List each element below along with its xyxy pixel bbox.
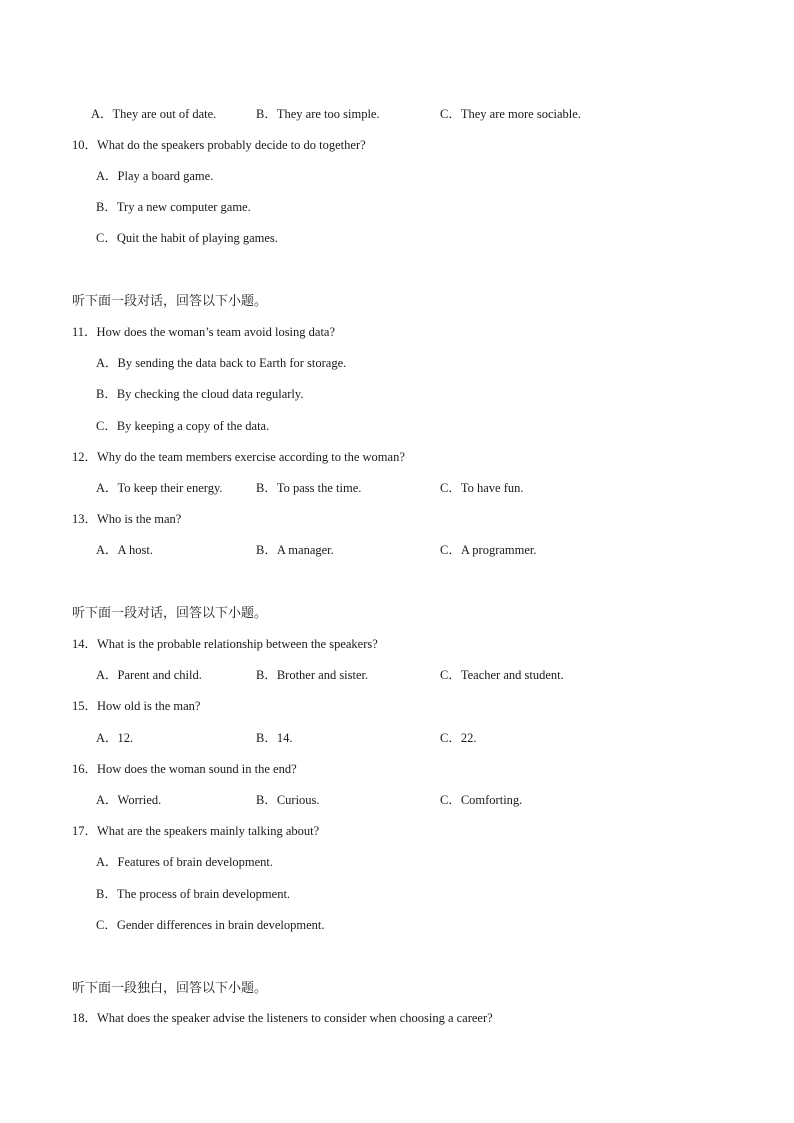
q12-option-c: C．To have fun. bbox=[440, 481, 524, 495]
q10-option-c: C．Quit the habit of playing games. bbox=[96, 231, 278, 245]
q11-option-a: A．By sending the data back to Earth for storage. bbox=[96, 356, 347, 370]
q12-option-b: B．To pass the time. bbox=[256, 481, 362, 495]
q10-option-a: A．Play a board game. bbox=[96, 169, 214, 183]
q17-option-b: B．The process of brain development. bbox=[96, 887, 291, 901]
q17-option-c: C．Gender differences in brain development. bbox=[96, 918, 325, 932]
q14-question: 14．What is the probable relationship between the speakers? bbox=[72, 637, 378, 651]
q15-question: 15．How old is the man? bbox=[72, 699, 201, 713]
q16-option-b: B．Curious. bbox=[256, 793, 320, 807]
q14-option-a: A．Parent and child. bbox=[96, 668, 202, 682]
q16-option-c: C．Comforting. bbox=[440, 793, 523, 807]
q9-option-b: B．They are too simple. bbox=[256, 107, 380, 121]
q10-question: 10．What do the speakers probably decide to do together? bbox=[72, 138, 366, 152]
q13-option-b: B．A manager. bbox=[256, 543, 334, 557]
q11-question: 11．How does the woman’s team avoid losing data? bbox=[72, 325, 336, 339]
q11-option-b: B．By checking the cloud data regularly. bbox=[96, 387, 304, 401]
q17-option-a: A．Features of brain development. bbox=[96, 855, 274, 869]
q14-option-b: B．Brother and sister. bbox=[256, 668, 369, 682]
q15-option-c: C．22. bbox=[440, 731, 477, 745]
q12-question: 12．Why do the team members exercise according to the woman? bbox=[72, 450, 405, 464]
q10-option-b: B．Try a new computer game. bbox=[96, 200, 251, 214]
q9-option-c: C．They are more sociable. bbox=[440, 107, 581, 121]
q11-option-c: C．By keeping a copy of the data. bbox=[96, 419, 270, 433]
q16-question: 16．How does the woman sound in the end? bbox=[72, 762, 297, 776]
q18-question: 18．What does the speaker advise the listeners to consider when choosing a career? bbox=[72, 1011, 493, 1025]
section-instruction-2: 听下面一段对话，回答以下小题。 bbox=[72, 606, 268, 621]
q13-option-c: C．A programmer. bbox=[440, 543, 537, 557]
q13-option-a: A．A host. bbox=[96, 543, 153, 557]
q16-option-a: A．Worried. bbox=[96, 793, 162, 807]
q15-option-b: B．14. bbox=[256, 731, 293, 745]
section-instruction-1: 听下面一段对话，回答以下小题。 bbox=[72, 294, 268, 309]
q12-option-a: A．To keep their energy. bbox=[96, 481, 223, 495]
q13-question: 13．Who is the man? bbox=[72, 512, 182, 526]
q14-option-c: C．Teacher and student. bbox=[440, 668, 564, 682]
q9-option-a: A．They are out of date. bbox=[91, 107, 217, 121]
section-instruction-3: 听下面一段独白，回答以下小题。 bbox=[72, 981, 268, 996]
q15-option-a: A．12. bbox=[96, 731, 134, 745]
q17-question: 17．What are the speakers mainly talking about? bbox=[72, 824, 320, 838]
